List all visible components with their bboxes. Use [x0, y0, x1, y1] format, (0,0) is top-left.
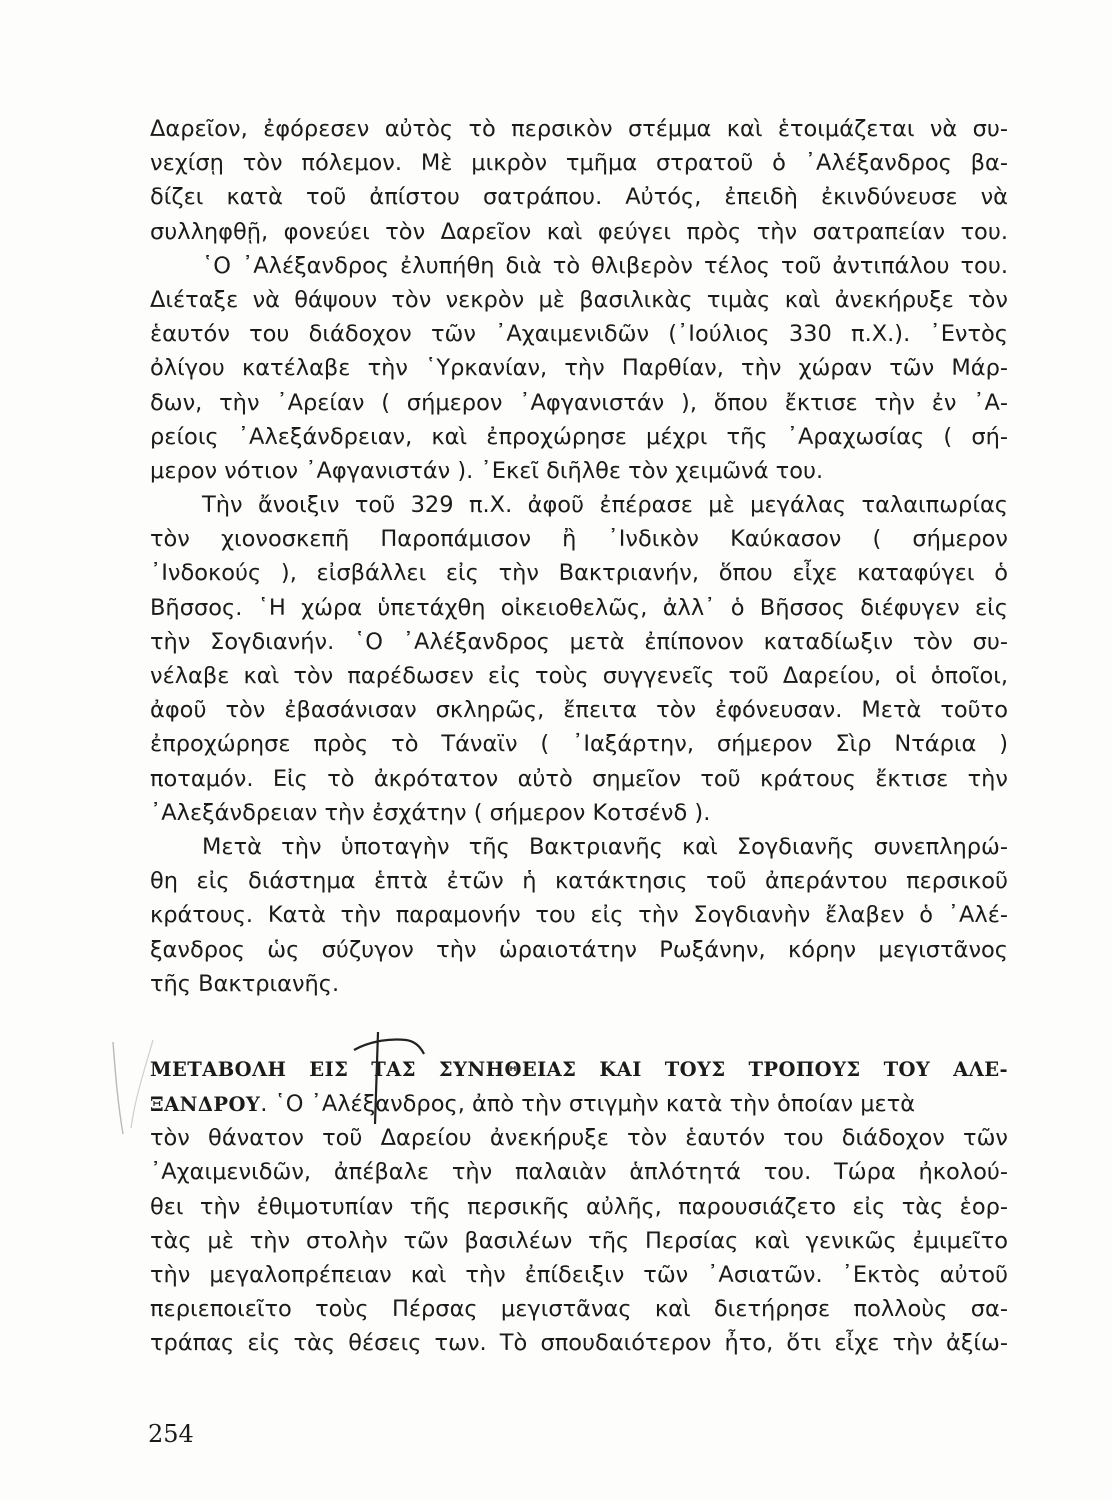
text-line: τὴν Σογδιανήν. ῾Ο ᾿Αλέξανδρος μετὰ ἐπίπονον καταδίωξιν τὸν συ-	[150, 628, 1008, 655]
text-line: ᾿Αχαιμενιδῶν, ἀπέβαλε τὴν παλαιὰν ἁπλότητά του. Τώρα ἠκολού-	[150, 1159, 1008, 1186]
text-line: ποταμόν. Εἰς τὸ ἀκρότατον αὐτὸ σημεῖον τοῦ κράτους ἔκτισε τὴν	[150, 765, 1008, 792]
text-line: συλληφθῇ, φονεύει τὸν Δαρεῖον καὶ φεύγει πρὸς τὴν σατραπείαν του.	[150, 218, 1008, 245]
text-line: ᾿Ινδοκούς ), εἰσβάλλει εἰς τὴν Βακτριανήν, ὅπου εἶχε καταφύγει ὁ	[150, 560, 1008, 587]
text-line: τὰς μὲ τὴν στολὴν τῶν βασιλέων τῆς Περσίας καὶ γενικῶς ἐμιμεῖτο	[150, 1227, 1008, 1254]
text-line: ἐπροχώρησε πρὸς τὸ Τάναϊν ( ᾿Ιαξάρτην, σήμερον Σὶρ Ντάρια )	[150, 731, 1008, 758]
text-line: τῆς Βακτριανῆς.	[150, 970, 340, 997]
text-line: ρείοις ᾿Αλεξάνδρειαν, καὶ ἐπροχώρησε μέχρι τῆς ᾿Αραχωσίας ( σή-	[150, 423, 1008, 450]
text-line: Μετὰ τὴν ὑποταγὴν τῆς Βακτριανῆς καὶ Σογδιανῆς συνεπληρώ-	[202, 833, 1008, 860]
text-line: κράτους. Κατὰ τὴν παραμονήν του εἰς τὴν Σογδιανὴν ἔλαβεν ὁ ᾿Αλέ-	[150, 902, 1008, 929]
text-line: περιεποιεῖτο τοὺς Πέρσας μεγιστᾶνας καὶ διετήρησε πολλοὺς σα-	[150, 1296, 1008, 1323]
text-line: Τὴν ἄνοιξιν τοῦ 329 π.Χ. ἀφοῦ ἐπέρασε μὲ μεγάλας ταλαιπωρίας	[202, 492, 1008, 519]
section-heading-continued: ΞΑΝΔΡΟΥ	[150, 1093, 261, 1117]
text-line: δίζει κατὰ τοῦ ἀπίστου σατράπου. Αὐτός, ἐπειδὴ ἐκινδύνευσε νὰ	[150, 184, 1008, 211]
text-line: Βῆσσος. ῾Η χώρα ὑπετάχθη οἰκειοθελῶς, ἀλλ᾿ ὁ Βῆσσος διέφυγεν εἰς	[150, 594, 1008, 621]
text-line: ἑαυτόν του διάδοχον τῶν ᾿Αχαιμενιδῶν (᾿Ιούλιος 330 π.Χ.). ᾿Εντὸς	[150, 321, 1008, 348]
text-line: δων, τὴν ᾿Αρείαν ( σήμερον ᾿Αφγανιστάν ), ὅπου ἔκτισε τὴν ἐν ᾿Α-	[150, 389, 1008, 416]
text-line: ἀφοῦ τὸν ἐβασάνισαν σκληρῶς, ἔπειτα τὸν ἐφόνευσαν. Μετὰ τοῦτο	[150, 697, 1008, 724]
text-line: Διέταξε νὰ θάψουν τὸν νεκρὸν μὲ βασιλικὰς τιμὰς καὶ ἀνεκήρυξε τὸν	[150, 286, 1008, 313]
text-line: ᾿Αλεξάνδρειαν τὴν ἐσχάτην ( σήμερον Κοτσένδ ).	[150, 799, 711, 826]
text-line: θει τὴν ἐθιμοτυπίαν τῆς περσικῆς αὐλῆς, παρουσιάζετο εἰς τὰς ἑορ-	[150, 1193, 1008, 1220]
text-line: τὴν μεγαλοπρέπειαν καὶ τὴν ἐπίδειξιν τῶν ᾿Ασιατῶν. ᾿Εκτὸς αὐτοῦ	[150, 1262, 1008, 1288]
section-gap	[150, 1001, 1008, 1053]
text-line: τὸν χιονοσκεπῆ Παροπάμισον ἢ ᾿Ινδικὸν Καύκασον ( σήμερον	[150, 526, 1008, 553]
page-number: 254	[148, 1420, 194, 1448]
text-line: θη εἰς διάστημα ἑπτὰ ἐτῶν ἡ κατάκτησις τοῦ ἀπεράντου περσικοῦ	[150, 868, 1008, 895]
pen-cross-mark	[348, 1028, 428, 1128]
heading-line-text: . ῾Ο ᾿Αλέξανδρος, ἀπὸ τὴν στιγμὴν κατὰ τὴν ὁποίαν μετὰ	[260, 1091, 916, 1118]
text-line	[150, 1087, 1008, 1121]
pencil-margin-mark	[105, 1038, 165, 1138]
body-text	[150, 112, 1008, 1361]
text-line: τὸν θάνατον τοῦ Δαρείου ἀνεκήρυξε τὸν ἑαυτόν του διάδοχον τῶν	[150, 1125, 1008, 1152]
text-line: νέλαβε καὶ τὸν παρέδωσεν εἰς τοὺς συγγενεῖς τοῦ Δαρείου, οἱ ὁποῖοι,	[150, 663, 1008, 689]
section-heading: ΜΕΤΑΒΟΛΗ ΕΙΣ ΤΑΣ ΣΥΝΗΘΕΙΑΣ ΚΑΙ ΤΟΥΣ ΤΡΟΠΟΥΣ ΤΟΥ ΑΛΕ-	[150, 1057, 1008, 1081]
text-line: ὀλίγου κατέλαβε τὴν ῾Υρκανίαν, τὴν Παρθίαν, τὴν χώραν τῶν Μάρ-	[150, 355, 1008, 382]
text-line: Δαρεῖον, ἐφόρεσεν αὐτὸς τὸ περσικὸν στέμμα καὶ ἑτοιμάζεται νὰ συ-	[150, 116, 1008, 142]
text-line: ξανδρος ὡς σύζυγον τὴν ὡραιοτάτην Ρωξάνην, κόρην μεγιστᾶνος	[150, 936, 1008, 963]
text-line: ῾Ο ᾿Αλέξανδρος ἐλυπήθη διὰ τὸ θλιβερὸν τέλος τοῦ ἀντιπάλου του.	[202, 252, 1008, 279]
text-line: νεχίσῃ τὸν πόλεμον. Μὲ μικρὸν τμῆμα στρατοῦ ὁ ᾿Αλέξανδρος βα-	[150, 150, 1008, 177]
text-line: τράπας εἰς τὰς θέσεις των. Τὸ σπουδαιότερον ἦτο, ὅτι εἶχε τὴν ἀξίω-	[150, 1330, 1008, 1357]
text-line: μερον νότιον ᾿Αφγανιστάν ). ᾿Εκεῖ διῆλθε τὸν χειμῶνά του.	[150, 457, 824, 484]
